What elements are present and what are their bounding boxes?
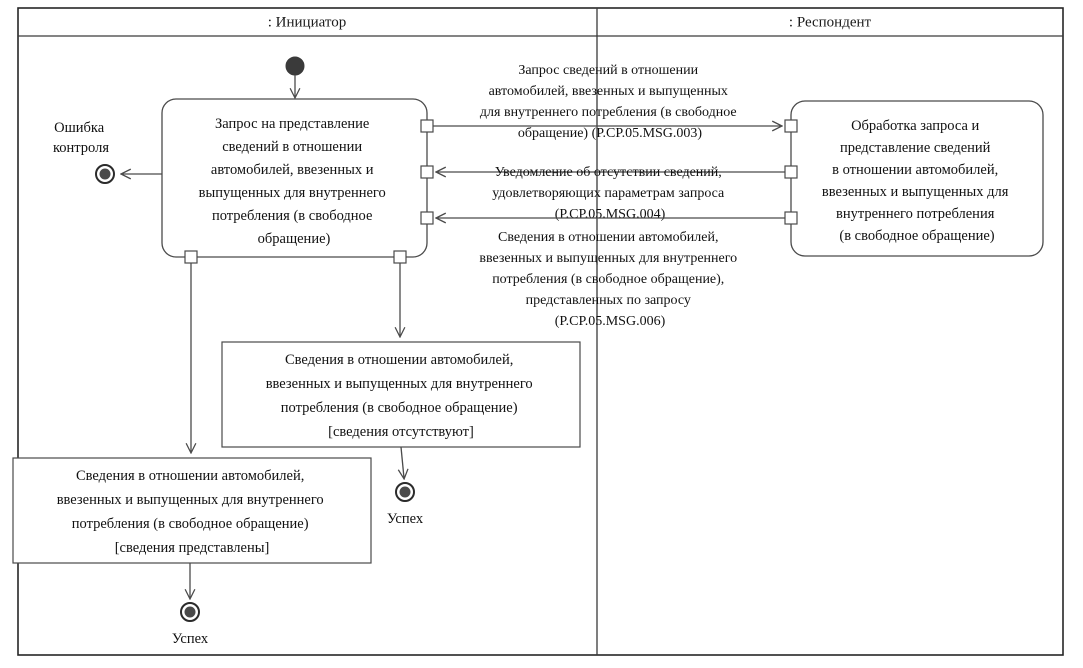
action-request-label: Запрос на представление сведений в отношении автомобилей, ввезенных и выпущенных для внутреннего потребления (в свободное обращение)	[198, 116, 386, 247]
action-process-pin-receive-request	[785, 120, 797, 132]
end-label-success-middle: Успех	[386, 511, 424, 527]
message-msg006-label: Сведения в отношении автомобилей, ввезенных и выпущенных для внутреннего потребления (в свободное обращение), представленных по запросу (P.CP.05.MSG.006)	[479, 230, 738, 329]
message-msg004-label: Уведомление об отсутствии сведений, удовлетворяющих параметрам запроса (P.CP.05.MSG.004)	[492, 165, 725, 222]
action-request-submission[interactable]	[162, 99, 433, 263]
final-node-error-dot	[100, 169, 111, 180]
action-request-pin-receive-msg004	[421, 166, 433, 178]
initial-node-circle	[286, 57, 304, 75]
message-msg003	[433, 63, 781, 141]
action-request-pin-out-absent	[394, 251, 406, 263]
message-msg004	[437, 165, 785, 222]
message-msg003-label: Запрос сведений в отношении автомобилей, ввезенных и выпущенных для внутреннего потребления (в свободное обращение) (P.CP.05.MSG.003)	[479, 63, 737, 141]
end-success-bottom	[172, 563, 209, 647]
flow-object-absent-to-success	[401, 447, 404, 478]
action-request-pin-receive-msg006	[421, 212, 433, 224]
object-node-info-absent[interactable]	[222, 263, 580, 447]
action-process-pin-send-msg004	[785, 166, 797, 178]
lane-header-initiator	[268, 14, 347, 30]
lane-header-respondent	[789, 14, 872, 30]
action-request-pin-out-present	[185, 251, 197, 263]
lane-title-respondent: : Респондент	[788, 14, 872, 31]
lane-title-initiator: : Инициатор	[267, 14, 347, 31]
object-absent-label: Сведения в отношении автомобилей, ввезенных и выпущенных для внутреннего потребления (в свободное обращение) [сведения отсутствуют]	[265, 352, 533, 440]
end-success-middle	[387, 447, 424, 527]
message-msg006	[437, 218, 785, 329]
action-process-pin-send-msg006	[785, 212, 797, 224]
end-label-error: Ошибка контроля	[52, 120, 110, 156]
end-error-control	[53, 120, 162, 183]
action-process-label: Обработка запроса и представление сведений в отношении автомобилей, ввезенных и выпущенных для внутреннего потребления (в свободное обращение)	[821, 118, 1009, 244]
final-node-success-bottom-dot	[185, 607, 196, 618]
action-request-pin-send-request	[421, 120, 433, 132]
final-node-success-middle-dot	[400, 487, 411, 498]
action-process-request[interactable]	[785, 101, 1043, 256]
object-present-label: Сведения в отношении автомобилей, ввезенных и выпущенных для внутреннего потребления (в свободное обращение) [сведения представлены]	[56, 468, 324, 556]
end-label-success-bottom: Успех	[171, 631, 209, 647]
initial-node	[286, 57, 304, 97]
